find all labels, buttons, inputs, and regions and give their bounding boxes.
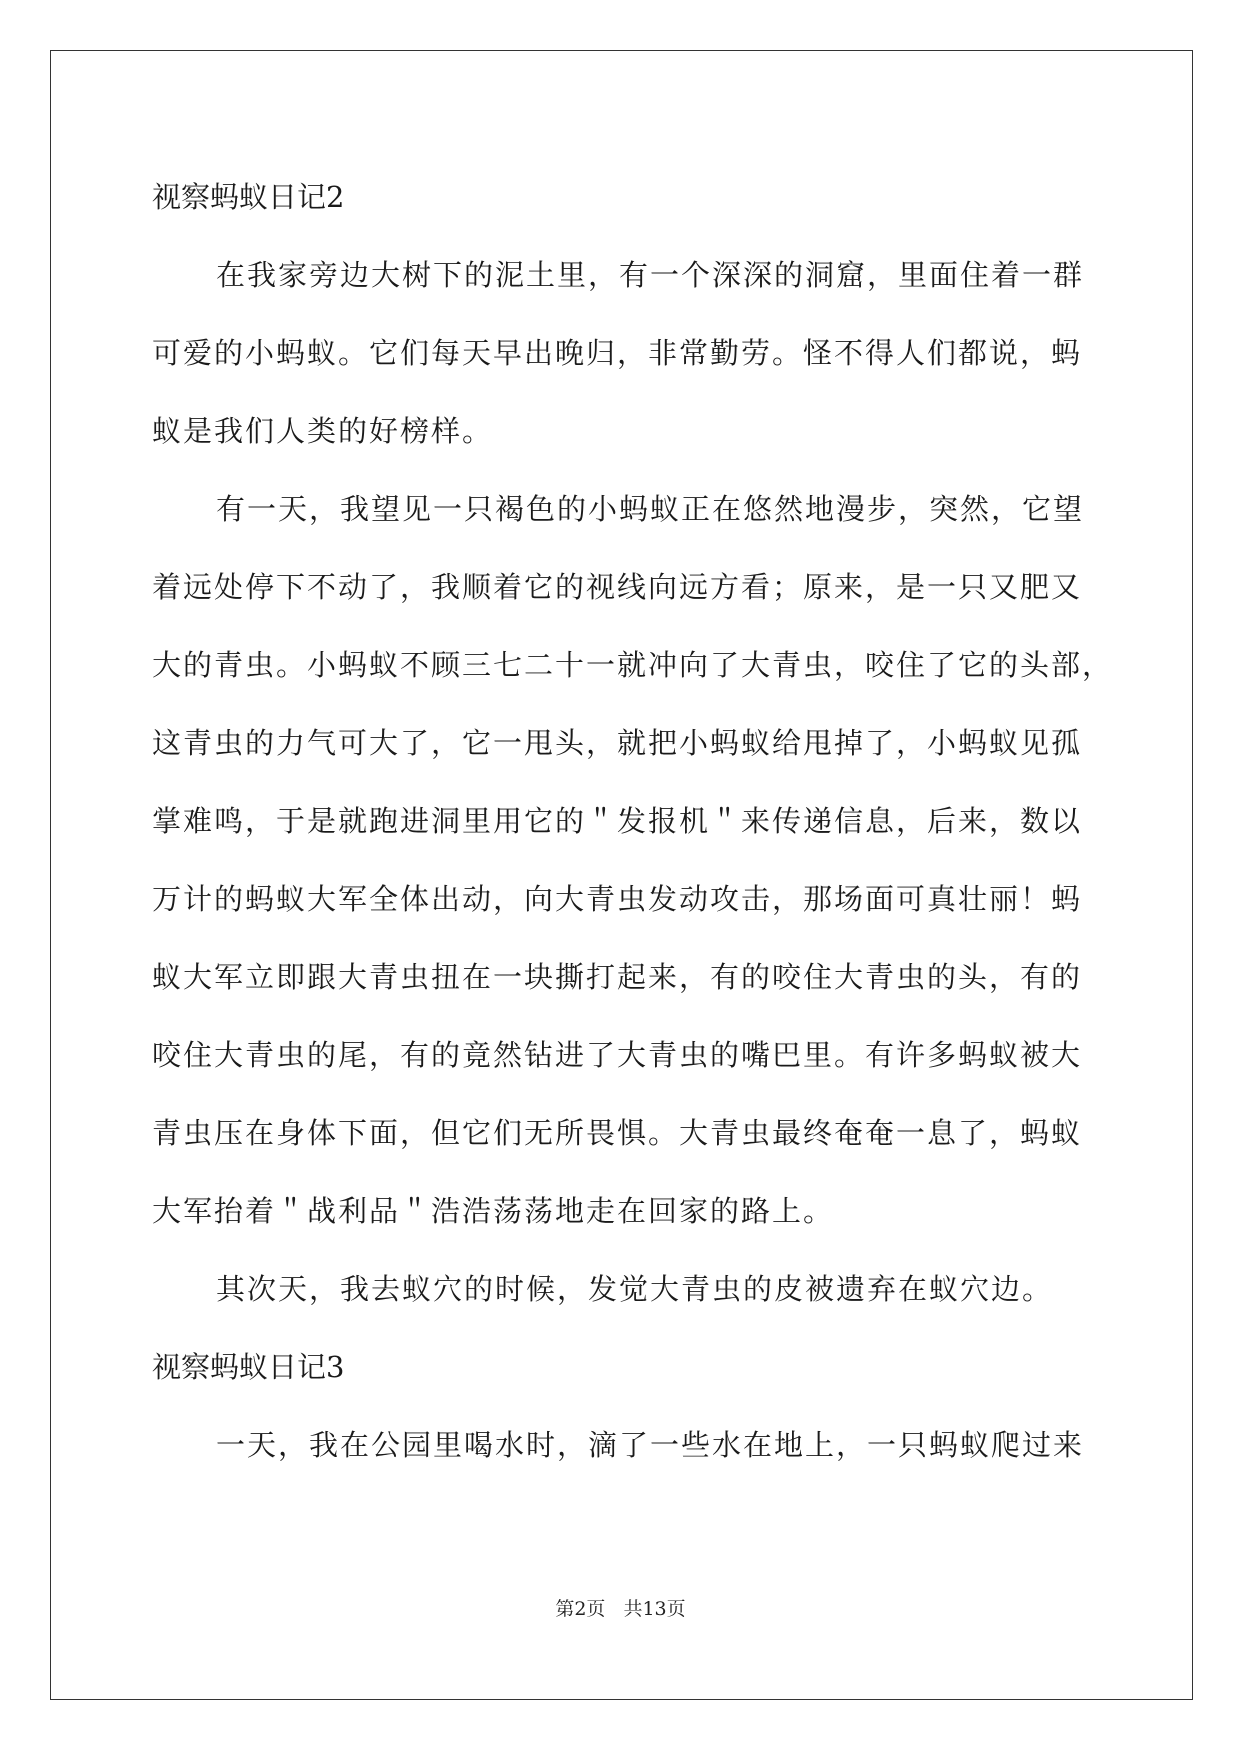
text-line: 一天，我在公园里喝水时，滴了一些水在地上，一只蚂蚁爬过来 [216, 1428, 1085, 1462]
text-line: 这青虫的力气可大了，它一甩头，就把小蚂蚁给甩掉了，小蚂蚁见孤 [152, 726, 1083, 760]
text-line: 大军抬着＂战利品＂浩浩荡荡地走在回家的路上。 [152, 1194, 835, 1228]
paragraph [152, 236, 1090, 470]
page-number: 第2页 [555, 1598, 606, 1620]
page-footer [0, 1594, 1241, 1621]
text-line: 万计的蚂蚁大军全体出动，向大青虫发动攻击，那场面可真壮丽！蚂 [152, 882, 1083, 916]
text-line: 掌难鸣，于是就跑进洞里用它的＂发报机＂来传递信息，后来，数以 [152, 804, 1083, 838]
total-pages: 共13页 [623, 1598, 686, 1620]
paragraph [152, 1406, 1090, 1484]
text-line: 着远处停下不动了，我顺着它的视线向远方看；原来，是一只又肥又 [152, 570, 1083, 604]
document-body [152, 158, 1114, 1484]
text-line: 咬住大青虫的尾，有的竟然钻进了大青虫的嘴巴里。有许多蚂蚁被大 [152, 1038, 1083, 1072]
paragraph [152, 1250, 1090, 1328]
text-line: 在我家旁边大树下的泥土里，有一个深深的洞窟，里面住着一群 [216, 258, 1085, 292]
text-line: 蚁大军立即跟大青虫扭在一块撕打起来，有的咬住大青虫的头，有的 [152, 960, 1083, 994]
section-heading: 视察蚂蚁日记2 [152, 180, 345, 214]
section-heading: 视察蚂蚁日记3 [152, 1350, 345, 1384]
text-line: 有一天，我望见一只褐色的小蚂蚁正在悠然地漫步，突然，它望 [216, 492, 1085, 526]
text-line: 青虫压在身体下面，但它们无所畏惧。大青虫最终奄奄一息了，蚂蚁 [152, 1116, 1083, 1150]
text-line: 蚁是我们人类的好榜样。 [152, 414, 494, 448]
text-line: 可爱的小蚂蚁。它们每天早出晚归，非常勤劳。怪不得人们都说，蚂 [152, 336, 1083, 370]
text-line: 大的青虫。小蚂蚁不顾三七二十一就冲向了大青虫，咬住了它的头部， [152, 648, 1114, 682]
text-line: 其次天，我去蚁穴的时候，发觉大青虫的皮被遗弃在蚁穴边。 [216, 1272, 1054, 1306]
paragraph [152, 470, 1114, 1250]
